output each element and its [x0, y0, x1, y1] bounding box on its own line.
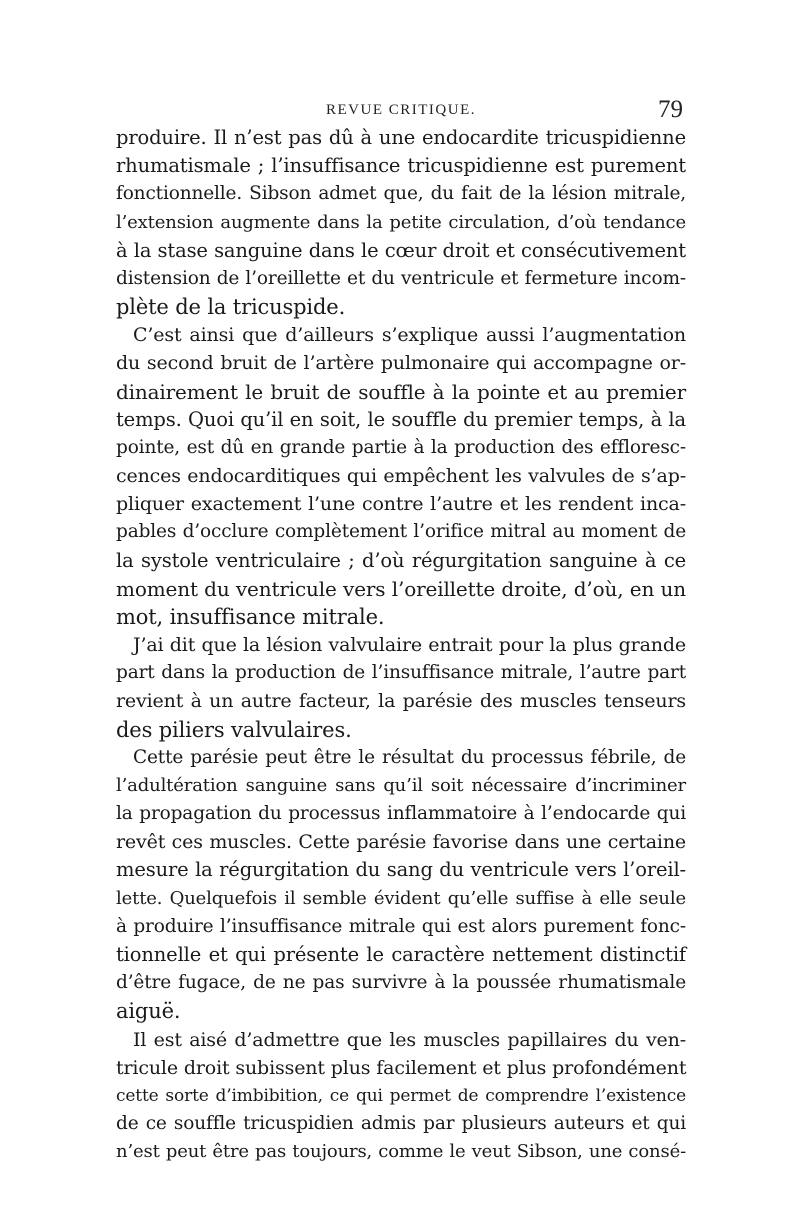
text-line: l’adultération sanguine sans qu’il soit nécessaire d’incriminer: [116, 774, 686, 796]
text-line: cette sorte d’imbibition, ce qui permet de comprendre l’existence: [116, 1085, 686, 1106]
text-line: produire. Il n’est pas dû à une endocardite tricuspidienne: [116, 126, 686, 149]
text-line: des piliers valvulaires.: [116, 717, 352, 742]
text-line: distension de l’oreillette et du ventricule et fermeture incom-: [116, 267, 686, 289]
text-line: revêt ces muscles. Cette parésie favorise dans une certaine: [116, 831, 686, 854]
text-line-paragraph-start: C’est ainsi que d’ailleurs s’explique aussi l’augmentation: [133, 324, 686, 347]
text-line: lette. Quelquefois il semble évident qu’elle suffise à elle seule: [116, 887, 686, 909]
text-line: l’extension augmente dans la petite circulation, d’où tendance: [116, 211, 686, 233]
running-title: REVUE CRITIQUE.: [326, 102, 476, 118]
text-line: d’être fugace, de ne pas survivre à la poussée rhumatismale: [116, 972, 686, 994]
text-line: la systole ventriculaire ; d’où régurgitation sanguine à ce: [116, 548, 686, 572]
text-line: du second bruit de l’artère pulmonaire qui accompagne or-: [116, 352, 686, 375]
text-line: mot, insuffisance mitrale.: [116, 604, 385, 629]
text-line: aiguë.: [116, 999, 181, 1024]
text-line: à produire l’insuffisance mitrale qui est alors purement fonc-: [116, 915, 686, 937]
text-line-paragraph-start: Cette parésie peut être le résultat du processus fébrile, de: [133, 746, 686, 768]
text-line: pointe, est dû en grande partie à la production des effloresc-: [116, 436, 686, 458]
text-line: pables d’occlure complètement l’orifice mitral au moment de: [116, 521, 686, 543]
text-line: la propagation du processus inflammatoire à l’endocarde qui: [116, 803, 686, 825]
text-line: part dans la production de l’insuffisance mitrale, l’autre part: [116, 662, 686, 684]
text-line: fonctionnelle. Sibson admet que, du fait de la lésion mitrale,: [116, 183, 686, 205]
text-line: dinairement le bruit de souffle à la pointe et au premier: [116, 379, 686, 404]
text-line: cences endocarditiques qui empêchent les valvules de s’ap-: [116, 465, 686, 488]
text-line-paragraph-start: J’ai dit que la lésion valvulaire entrait pour la plus grande: [133, 634, 686, 657]
text-line: pliquer exactement l’une contre l’autre et les rendent inca-: [116, 493, 686, 516]
text-line: tricule droit subissent plus facilement et plus profondément: [116, 1056, 687, 1079]
text-line: temps. Quoi qu’il en soit, le souffle du premier temps, à la: [116, 407, 686, 431]
text-line: rhumatismale ; l’insuffisance tricuspidienne est purement: [116, 154, 686, 178]
text-line: à la stase sanguine dans le cœur droit et consécutivement: [116, 238, 686, 262]
body-text: [116, 124, 686, 1166]
text-line: plète de la tricuspide.: [116, 295, 346, 320]
text-line-paragraph-start: Il est aisé d’admettre que les muscles papillaires du ven-: [133, 1028, 686, 1051]
text-line: mesure la régurgitation du sang du ventricule vers l’oreil-: [116, 858, 686, 882]
text-line: de ce souffle tricuspidien admis par plusieurs auteurs et qui: [116, 1113, 686, 1135]
text-line: revient à un autre facteur, la parésie des muscles tenseurs: [116, 690, 686, 713]
page-number: 79: [658, 96, 683, 123]
text-line: tionnelle et qui présente le caractère nettement distinctif: [116, 942, 686, 966]
text-line: n’est peut être pas toujours, comme le veut Sibson, une consé-: [116, 1141, 686, 1163]
text-line: moment du ventricule vers l’oreillette droite, d’où, en un: [116, 576, 686, 601]
